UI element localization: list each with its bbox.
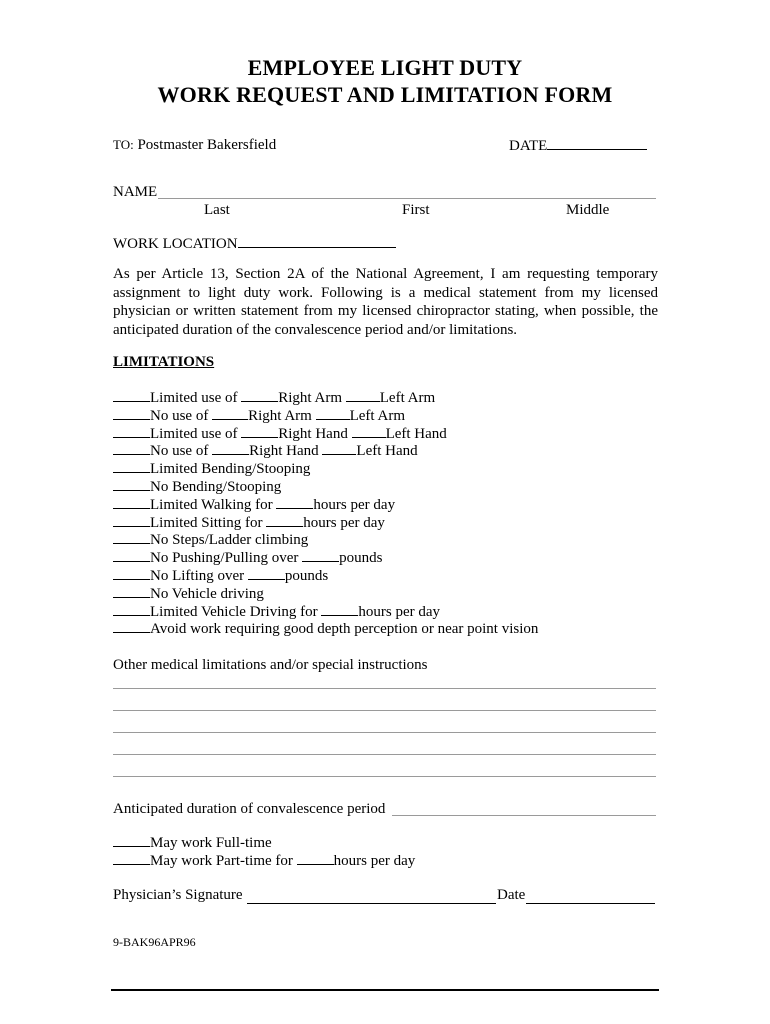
- anticipated-duration-blank[interactable]: [392, 815, 656, 816]
- limitation-text: No use of: [150, 407, 213, 424]
- to-line: [113, 137, 276, 154]
- other-limitations-line-2[interactable]: [113, 710, 656, 711]
- bottom-divider: [111, 989, 659, 991]
- limitation-row: [113, 478, 538, 496]
- limitation-row: [113, 603, 538, 621]
- checkbox-blank[interactable]: [113, 496, 150, 509]
- limitation-text: hours per day: [313, 496, 396, 513]
- checkbox-blank[interactable]: [322, 442, 356, 455]
- checkbox-blank[interactable]: [113, 585, 150, 598]
- checkbox-blank[interactable]: [302, 549, 339, 562]
- signature-date-label: Date: [497, 887, 526, 903]
- limitation-text: No Lifting over: [150, 567, 248, 584]
- other-limitations-label: Other medical limitations and/or special instructions: [113, 657, 428, 673]
- limitation-text: No use of: [150, 443, 213, 460]
- limitation-row: [113, 496, 538, 514]
- limitation-text: No Steps/Ladder climbing: [150, 532, 309, 549]
- limitation-text: Right Arm: [248, 407, 316, 424]
- limitation-text: Limited Sitting for: [150, 514, 267, 531]
- checkbox-blank[interactable]: [113, 852, 150, 865]
- date-blank[interactable]: [547, 137, 647, 150]
- limitation-text: hours per day: [303, 514, 385, 531]
- date-field: [509, 137, 647, 155]
- limitation-row: [113, 585, 538, 603]
- anticipated-duration-label: Anticipated duration of convalescence period: [113, 801, 386, 817]
- physician-signature-label: Physician’s Signature: [113, 887, 243, 903]
- name-blank[interactable]: [158, 198, 656, 199]
- checkbox-blank[interactable]: [113, 389, 150, 402]
- name-label: NAME: [113, 184, 158, 200]
- limitation-text: Limited use of: [150, 425, 242, 442]
- name-middle-caption: Middle: [566, 202, 610, 218]
- checkbox-blank[interactable]: [113, 478, 150, 491]
- to-value: Postmaster Bakersfield: [137, 137, 277, 153]
- checkbox-blank[interactable]: [316, 407, 350, 420]
- checkbox-blank[interactable]: [212, 442, 249, 455]
- checkbox-blank[interactable]: [321, 603, 358, 616]
- limitation-row: [113, 549, 538, 567]
- checkbox-blank[interactable]: [113, 425, 150, 438]
- may-work-fulltime-label: May work Full-time: [150, 835, 272, 851]
- name-first-caption: First: [402, 202, 430, 218]
- other-limitations-line-4[interactable]: [113, 754, 656, 755]
- work-location-field: [113, 235, 396, 253]
- checkbox-blank[interactable]: [212, 407, 248, 420]
- limitation-text: Left Arm: [379, 390, 436, 406]
- limitation-text: Limited use of: [150, 390, 242, 406]
- checkbox-blank[interactable]: [113, 549, 150, 562]
- to-label: TO:: [113, 137, 134, 152]
- checkbox-blank[interactable]: [352, 425, 386, 438]
- limitation-text: Left Arm: [349, 407, 405, 424]
- limitation-text: Limited Walking for: [150, 496, 277, 513]
- limitation-text: Right Arm: [278, 390, 346, 406]
- other-limitations-line-1[interactable]: [113, 688, 656, 689]
- form-code: 9-BAK96APR96: [113, 935, 196, 949]
- checkbox-blank[interactable]: [113, 514, 150, 527]
- limitation-text: Left Hand: [385, 425, 447, 442]
- hours-blank[interactable]: [297, 852, 334, 865]
- work-location-blank[interactable]: [238, 235, 396, 248]
- checkbox-blank[interactable]: [266, 514, 303, 527]
- date-label: DATE: [509, 138, 548, 154]
- limitation-row: [113, 442, 538, 460]
- other-limitations-line-5[interactable]: [113, 776, 656, 777]
- intro-paragraph: As per Article 13, Section 2A of the National Agreement, I am requesting temporary assignment to light duty work. Following is a medical statement from my licensed physician or written statement from my licensed chiropractor stating, when possible, the anticipated duration of the convalescence period and/or limitations.: [113, 266, 658, 338]
- checkbox-blank[interactable]: [113, 834, 150, 847]
- limitation-row: [113, 389, 538, 407]
- name-last-caption: Last: [204, 202, 230, 218]
- form-title-line-1: EMPLOYEE LIGHT DUTY: [247, 55, 523, 80]
- limitation-row: [113, 514, 538, 532]
- checkbox-blank[interactable]: [113, 603, 150, 616]
- checkbox-blank[interactable]: [346, 389, 380, 402]
- checkbox-blank[interactable]: [113, 567, 150, 580]
- other-limitations-line-3[interactable]: [113, 732, 656, 733]
- may-work-fulltime-row: [113, 834, 272, 852]
- limitations-heading: LIMITATIONS: [113, 354, 215, 370]
- limitation-row: [113, 567, 538, 585]
- limitation-text: Limited Vehicle Driving for: [150, 603, 322, 620]
- form-title-line-2: WORK REQUEST AND LIMITATION FORM: [157, 82, 613, 107]
- checkbox-blank[interactable]: [113, 460, 150, 473]
- work-location-label: WORK LOCATION: [113, 236, 238, 252]
- checkbox-blank[interactable]: [113, 407, 150, 420]
- checkbox-blank[interactable]: [241, 389, 278, 402]
- checkbox-blank[interactable]: [113, 442, 150, 455]
- may-work-parttime-label: May work Part-time for: [150, 853, 297, 869]
- checkbox-blank[interactable]: [241, 425, 278, 438]
- checkbox-blank[interactable]: [276, 496, 313, 509]
- checkbox-blank[interactable]: [113, 531, 150, 544]
- limitation-text: hours per day: [358, 603, 441, 620]
- limitation-text: No Vehicle driving: [150, 585, 264, 602]
- limitation-text: No Bending/Stooping: [150, 478, 282, 495]
- checkbox-blank[interactable]: [113, 620, 150, 633]
- signature-date-blank[interactable]: [526, 903, 655, 904]
- limitation-text: Left Hand: [356, 443, 418, 460]
- may-work-parttime-suffix: hours per day: [333, 853, 416, 869]
- limitation-row: [113, 620, 538, 638]
- limitation-row: [113, 425, 538, 443]
- may-work-parttime-row: [113, 852, 415, 870]
- limitation-text: Right Hand: [278, 425, 352, 442]
- limitation-text: pounds: [284, 567, 329, 584]
- limitation-row: [113, 531, 538, 549]
- limitation-row: [113, 407, 538, 425]
- checkbox-blank[interactable]: [248, 567, 285, 580]
- limitation-text: Avoid work requiring good depth perception or near point vision: [150, 621, 539, 638]
- limitation-text: pounds: [339, 550, 383, 567]
- physician-signature-blank[interactable]: [247, 903, 496, 904]
- limitations-list: [113, 389, 538, 638]
- limitation-text: No Pushing/Pulling over: [150, 550, 303, 567]
- limitation-text: Limited Bending/Stooping: [150, 461, 311, 478]
- limitation-text: Right Hand: [249, 443, 323, 460]
- limitation-row: [113, 460, 538, 478]
